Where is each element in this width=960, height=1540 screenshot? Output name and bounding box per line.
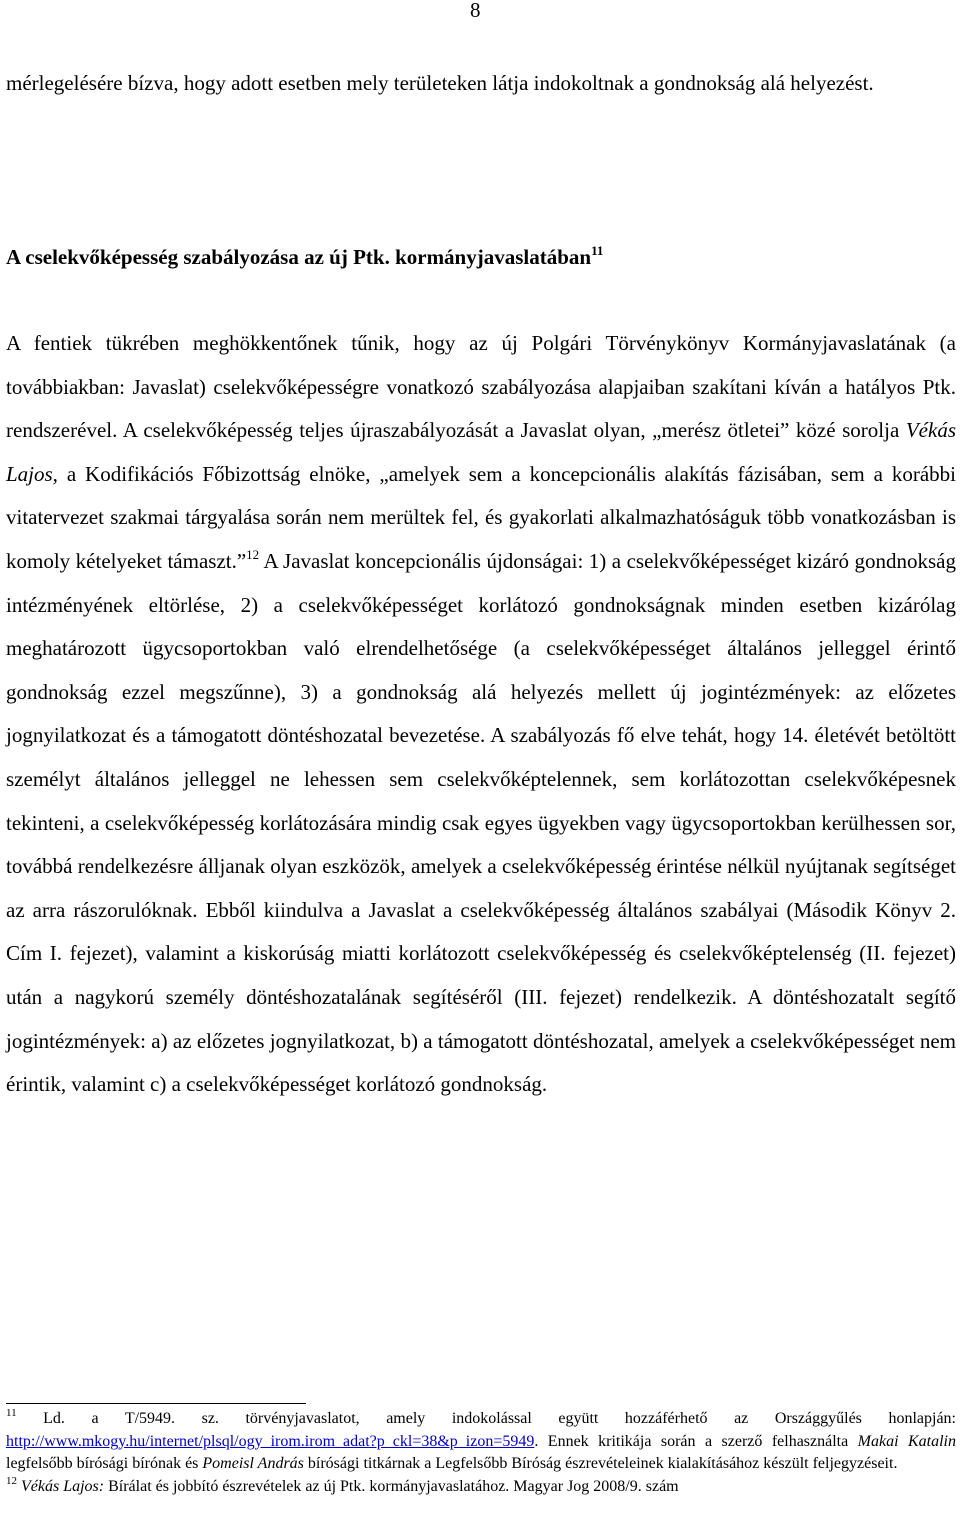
footnote-11-text-a: Ld. a T/5949. sz. törvényjavaslatot, amely indokolással együtt hozzáférhető az Országgyűlés honlapján: (16, 1410, 956, 1427)
author-name: Vékás Lajos, (6, 418, 956, 486)
paragraph-main (6, 322, 956, 1107)
footnotes (6, 1408, 956, 1498)
paragraph-main-part-a: A fentiek tükrében meghökkentőnek tűnik, hogy az új Polgári Törvénykönyv Kormányjavaslatának (a továbbiakban: Javaslat) cselekvőképességre vonatkozó szabályozása alapjaiban szakítani kíván a hatályos Ptk. rendszerével. A cselekvőképesség teljes újraszabályozását a Javaslat olyan, „merész ötletei” közé sorolja (6, 331, 956, 443)
paragraph-main-part-c: A Javaslat koncepcionális újdonságai: 1) a cselekvőképességet kizáró gondnokság intézményének eltörlése, 2) a cselekvőképességet korlátozó gondnokságnak minden esetben kizárólag meghatározott ügycsoportokban való elrendelhetősége (a cselekvőképességet általános jelleggel érintő gondnokság ezzel megszűnne), 3) a gondnokság alá helyezés mellett új jogintézmények: az előzetes jognyilatkozat és a támogatott döntéshozatal bevezetése. A szabályozás fő elve tehát, hogy 14. életévét betöltött személyt általános jelleggel ne lehessen sem cselekvőképtelennek, sem korlátozottan cselekvőképesnek tekinteni, a cselekvőképesség korlátozására mindig csak egyes ügyekben vagy ügycsoportokban kerülhessen sor, továbbá rendelkezésre álljanak olyan eszközök, amelyek a cselekvőképesség érintése nélkül nyújtanak segítséget az arra rászorulóknak. Ebből kiindulva a Javaslat a cselekvőképesség általános szabályai (Második Könyv 2. Cím I. fejezet), valamint a kiskorúság miatti korlátozott cselekvőképesség és cselekvőképtelenség (II. fejezet) után a nagykorú személy döntéshozatalának segítéséről (III. fejezet) rendelkezik. A döntéshozatalt segítő jogintézmények: a) az előzetes jognyilatkozat, b) a támogatott döntéshozatal, amelyek a cselekvőképességet nem érintik, valamint c) a cselekvőképességet korlátozó gondnokság. (6, 548, 956, 1097)
footnote-number-11: 11 (6, 1407, 17, 1419)
footnote-ref-11[interactable]: 11 (591, 243, 604, 258)
section-heading (6, 236, 603, 280)
section-heading-text: A cselekvőképesség szabályozása az új Ptk. kormányjavaslatában (6, 245, 592, 269)
footnote-ref-12[interactable]: 12 (246, 546, 260, 562)
footnote-12 (6, 1476, 956, 1499)
footnote-12-author: Vékás Lajos: (21, 1477, 105, 1495)
footnote-11-text-d: bírósági titkárnak a Legfelsőbb Bíróság észrevételeinek kialakításához készült feljegyzéseit. (303, 1455, 898, 1472)
footnote-separator (6, 1403, 306, 1404)
footnote-number-12: 12 (6, 1474, 17, 1487)
footnote-11-name-2: Pomeisl András (202, 1455, 304, 1472)
paragraph-intro: mérlegelésére bízva, hogy adott esetben mely területeken látja indokoltnak a gondnokság alá helyezést. (6, 71, 874, 95)
footnote-11-name-1: Makai Katalin (857, 1432, 956, 1450)
page-number: 8 (470, 0, 481, 22)
footnote-11 (6, 1408, 956, 1476)
footnote-11-link[interactable]: http://www.mkogy.hu/internet/plsql/ogy_irom.irom_adat?p_ckl=38&p_izon=5949 (6, 1432, 535, 1450)
footnote-11-text-b: . Ennek kritikája során a szerző felhasználta (534, 1432, 858, 1450)
footnote-12-text: Bírálat és jobbító észrevételek az új Ptk. kormányjavaslatához. Magyar Jog 2008/9. szám (104, 1477, 679, 1495)
footnote-11-text-c: legfelsőbb bírósági bírónak és (6, 1455, 203, 1472)
paragraph-main-part-b: a Kodifikációs Főbizottság elnöke, „amelyek sem a koncepcionális alakítás fázisában, sem a korábbi vitatervezet szakmai tárgyalása során nem merültek fel, és gyakorlati alkalmazhatóságuk több vonatkozásban is komoly kételyeket támaszt.” (6, 461, 956, 573)
